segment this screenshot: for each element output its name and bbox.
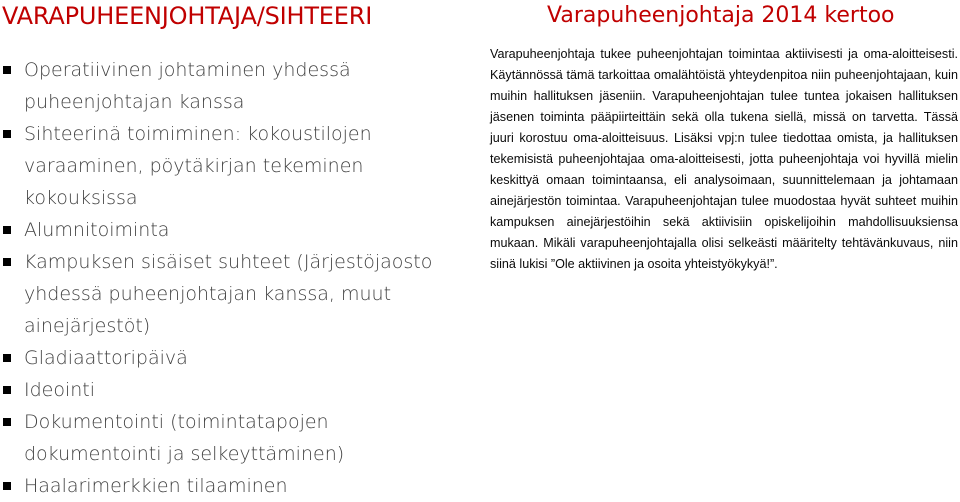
- list-item-text: Haalarimerkkien tilaaminen: [24, 475, 288, 497]
- list-item-text: Sihteerinä toimiminen: kokoustilojen varaaminen, pöytäkirjan tekeminen kokouksissa: [24, 123, 372, 209]
- bullet-square-icon: [3, 66, 11, 74]
- description-paragraph: Varapuheenjohtaja tukee puheenjohtajan toimintaa aktiivisesti ja oma-aloitteisesti. Käytännössä tämä tarkoittaa omalähtöistä yhteydenpitoa niin puheenjohtajaan, kuin muihin hallituksen jäseniin. Varapuheenjohtajan tulee tuntea jokaisen hallituksen jäsenen toiminta pääpiirteittäin sekä olla tukena siellä, missä on tarvetta. Tässä juuri korostuu oma-aloitteisuus. Lisäksi vpj:n tulee tiedottaa omista, ja hallituksen tekemisistä puheenjohtajaa oma-aloitteisesti, jotta puheenjohtaja voi hyvillä mielin keskittyä omaan toimintaansa, eli analysoimaan, suunnittelemaan ja johtamaan ainejärjestön toimintaa. Varapuheenjohtajan tulee muodostaa hyvät suhteet muihin kampuksen ainejärjestöihin sekä aktiivisiin opiskelijoihin mahdollisuuksiensa mukaan. Mikäli varapuheenjohtajalla olisi selkeästi määritelty tehtävänkuvaus, niin siinä lukisi ”Ole aktiivinen ja osoita yhteistyökykyä!”.: [490, 47, 958, 271]
- right-title: Varapuheenjohtaja 2014 kertoo: [547, 3, 895, 28]
- list-item-text: Kampuksen sisäiset suhteet (Järjestöjaosto yhdessä puheenjohtajan kanssa, muut ainejärjestöt): [24, 251, 433, 337]
- list-item: [0, 118, 470, 214]
- list-item-text: Dokumentointi (toimintatapojen dokumentointi ja selkeyttäminen): [24, 411, 345, 465]
- list-item-text: Operatiivinen johtaminen yhdessä puheenjohtajan kanssa: [24, 59, 351, 113]
- list-item: [0, 342, 470, 374]
- bullet-square-icon: [3, 386, 11, 394]
- bullet-square-icon: [3, 418, 11, 426]
- list-item: [0, 246, 470, 342]
- bullet-square-icon: [3, 226, 11, 234]
- list-item: [0, 374, 470, 406]
- bullet-square-icon: [3, 130, 11, 138]
- bullet-square-icon: [3, 354, 11, 362]
- bullet-square-icon: [3, 482, 11, 490]
- list-item-text: Ideointi: [24, 379, 96, 401]
- list-item-text: Gladiaattoripäivä: [24, 347, 188, 369]
- left-title: VARAPUHEENJOHTAJA/SIHTEERI: [2, 2, 373, 30]
- list-item: [0, 470, 470, 502]
- list-item: [0, 54, 470, 118]
- list-item-text: Alumnitoiminta: [24, 219, 170, 241]
- list-item: [0, 406, 470, 470]
- list-item: [0, 214, 470, 246]
- bullet-square-icon: [3, 258, 11, 266]
- responsibilities-list: [0, 54, 470, 502]
